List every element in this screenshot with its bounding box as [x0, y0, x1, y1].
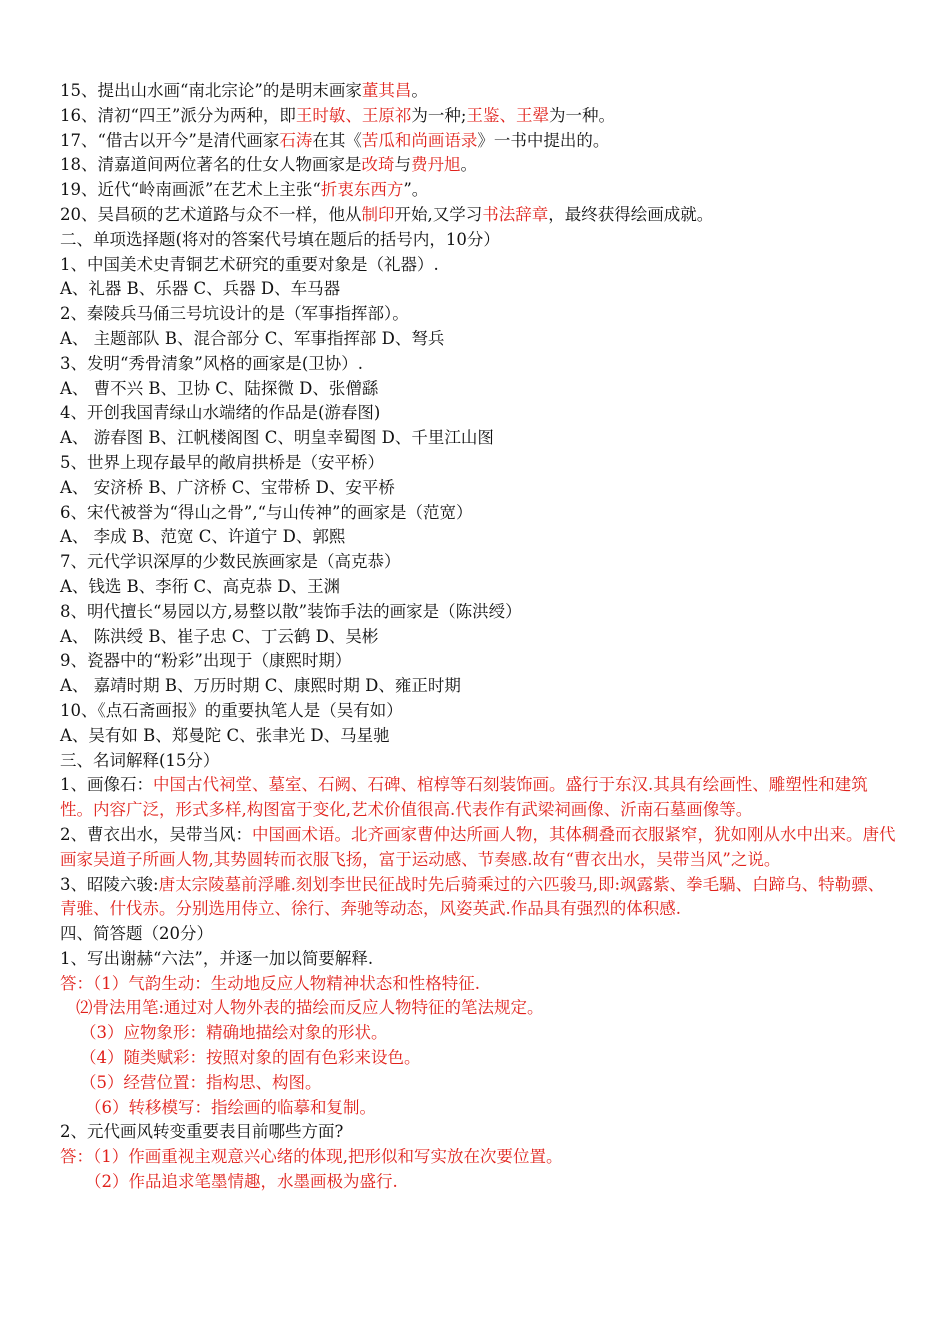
answer-line: ⑵骨法用笔:通过对人物外表的描绘而反应人物特征的笔法规定。 [76, 998, 544, 1018]
term-definition: 中国古代祠堂、墓室、石阙、石碑、棺椁等石刻装饰画。盛行于东汉.其具有绘画性、雕塑性和建筑性。内容广泛，形式多样,构图富于变化,艺术价值很高.代表作有武梁祠画像、沂南石墓画像等。 [60, 775, 868, 820]
term-item-2 [60, 823, 900, 873]
terms-section [60, 773, 900, 922]
options: A、 曹不兴 B、卫协 C、陆探微 D、张僧繇 [60, 378, 379, 398]
question: 1、写出谢赫“六法”，并逐一加以简要解释. [60, 948, 374, 968]
question: 2、秦陵兵马俑三号坑设计的是（军事指挥部）。 [60, 304, 409, 324]
section-heading-terms: 三、名词解释(15分） [60, 750, 220, 770]
options: A、 主题部队 B、混合部分 C、军事指挥部 D、弩兵 [60, 328, 445, 348]
multiple-choice-section [60, 253, 900, 749]
fill-item-19: 19、近代“岭南画派”在艺术上主张“折衷东西方”。 [60, 180, 429, 200]
question: 8、明代擅长“易园以方,易整以散”装饰手法的画家是（陈洪绶） [60, 601, 522, 621]
answer-text: 董其昌 [361, 81, 412, 100]
fill-item-15: 15、提出山水画“南北宗论”的是明末画家董其昌。 [60, 81, 428, 100]
answer-text: 王时敏、王原祁 [295, 105, 412, 125]
answer-text: 制印 [361, 204, 395, 224]
question: 7、元代学识深厚的少数民族画家是（高克恭） [60, 552, 401, 572]
answer-line: （5）经营位置：指构思、构图。 [80, 1072, 322, 1092]
question: 2、元代画风转变重要表目前哪些方面? [60, 1122, 344, 1142]
options: A、 安济桥 B、广济桥 C、宝带桥 D、安平桥 [60, 477, 395, 497]
options: A、 李成 B、范宽 C、许道宁 D、郭熙 [60, 527, 346, 547]
term-item-3 [60, 873, 900, 923]
answer-line: （4）随类赋彩：按照对象的固有色彩来设色。 [80, 1048, 421, 1068]
short-answer-section [60, 947, 900, 1195]
fill-blank-section [60, 79, 900, 228]
term-definition: 中国画术语。北齐画家曹仲达所画人物，其体稠叠而衣服紧窄，犹如刚从水中出来。唐代画家吴道子所画人物,其势圆转而衣服飞扬，富于运动感、节奏感.故有“曹衣出水，吴带当风”之说。 [60, 824, 896, 869]
question: 3、发明“秀骨清象”风格的画家是(卫协）. [60, 353, 364, 373]
answer-line: （2）作品追求笔墨情趣，水墨画极为盛行. [85, 1172, 398, 1192]
answer-line: （6）转移模写：指绘画的临摹和复制。 [85, 1097, 376, 1117]
options: A、吴有如 B、郑曼陀 C、张聿光 D、马星驰 [60, 725, 390, 745]
answer-line: 答：（1）气韵生动：生动地反应人物精神状态和性格特征. [60, 973, 480, 993]
answer-text: 石涛 [279, 130, 313, 150]
exam-answer-page [60, 79, 900, 1195]
section-heading-multiple-choice: 二、单项选择题(将对的答案代号填在题后的括号内，10分） [60, 229, 500, 249]
answer-text: 改琦 [361, 155, 395, 175]
answer-text: 费丹旭 [411, 155, 461, 175]
term-definition: 唐太宗陵墓前浮雕.刻划李世民征战时先后骑乘过的六匹骏马,即:飒露紫、拳毛騧、白蹄乌、特勒骠、青骓、什伐赤。分别选用侍立、徐行、奔驰等动态，风姿英武.作品具有强烈的体积感. [60, 874, 885, 919]
options: A、礼器 B、乐器 C、兵器 D、车马器 [60, 279, 341, 299]
answer-text: 苦瓜和尚画语录 [361, 130, 478, 150]
fill-item-17: 17、“借古以开今”是清代画家石涛在其《苦瓜和尚画语录》一书中提出的。 [60, 130, 610, 150]
options: A、钱选 B、李衎 C、高克恭 D、王渊 [60, 576, 341, 596]
answer-text: 书法辞章 [482, 204, 549, 224]
section-heading-short-answer: 四、简答题（20分） [60, 924, 213, 944]
term-title: 1、画像石： [60, 775, 153, 795]
answer-text: 王鉴、王翚 [466, 105, 549, 125]
question: 4、开创我国青绿山水端绪的作品是(游春图) [60, 403, 381, 423]
question: 5、世界上现存最早的敞肩拱桥是（安平桥） [60, 452, 384, 472]
answer-line: 答：（1）作画重视主观意兴心绪的体现,把形似和写实放在次要位置。 [60, 1147, 563, 1167]
options: A、 嘉靖时期 B、万历时期 C、康熙时期 D、雍正时期 [60, 676, 461, 696]
options: A、 游春图 B、江帆楼阁图 C、明皇幸蜀图 D、千里江山图 [60, 428, 494, 448]
question: 6、宋代被誉为“得山之骨”,“与山传神”的画家是（范宽） [60, 502, 473, 522]
answer-text: 折衷东西方 [320, 180, 404, 200]
question: 9、瓷器中的“粉彩”出现于（康熙时期） [60, 651, 352, 671]
options: A、 陈洪绶 B、崔子忠 C、丁云鹤 D、吴彬 [60, 626, 379, 646]
answer-line: （3）应物象形：精确地描绘对象的形状。 [80, 1023, 388, 1043]
question: 1、中国美术史青铜艺术研究的重要对象是（礼器）. [60, 254, 439, 274]
fill-item-18: 18、清嘉道间两位著名的仕女人物画家是改琦与费丹旭。 [60, 155, 477, 175]
term-title: 2、曹衣出水，吴带当风： [60, 824, 252, 844]
term-title: 3、昭陵六骏: [60, 874, 159, 894]
term-item-1 [60, 773, 900, 823]
fill-item-20: 20、吴昌硕的艺术道路与众不一样，他从制印开始,又学习书法辞章，最终获得绘画成就。 [60, 204, 714, 224]
fill-item-16: 16、清初“四王”派分为两种，即王时敏、王原祁为一种;王鉴、王翚为一种。 [60, 105, 615, 125]
question: 10、《点石斋画报》的重要执笔人是（吴有如） [60, 700, 403, 720]
